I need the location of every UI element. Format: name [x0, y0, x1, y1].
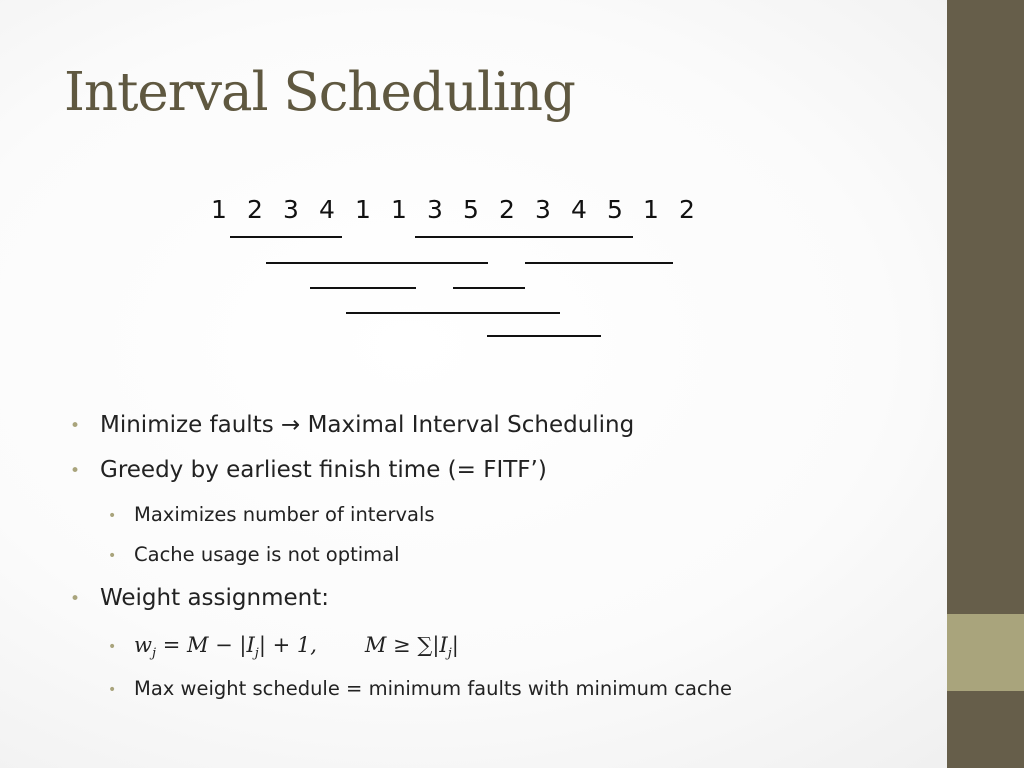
request-sequence — [206, 194, 706, 234]
slide-side-accent — [947, 614, 1024, 691]
sub-bullet-item — [70, 677, 732, 700]
sequence-item: 1 — [391, 195, 407, 224]
interval-line — [415, 236, 633, 238]
bullet-dot-icon: • — [70, 415, 81, 436]
sub-bullet-item — [70, 503, 435, 526]
interval-line — [346, 312, 560, 314]
interval-line — [453, 287, 525, 289]
interval-line — [230, 236, 342, 238]
bullet-item — [70, 412, 634, 438]
bullet-dot-icon: • — [108, 681, 117, 698]
sequence-item: 3 — [283, 195, 299, 224]
bullet-item — [70, 585, 329, 611]
bullet-text: Weight assignment: — [100, 585, 329, 611]
interval-line — [266, 262, 488, 264]
bullet-dot-icon: • — [70, 588, 81, 609]
interval-line — [310, 287, 416, 289]
sub-bullet-item — [70, 543, 400, 566]
bullet-text: Minimize faults → Maximal Interval Scheduling — [100, 412, 635, 438]
sequence-item: 2 — [247, 195, 263, 224]
sequence-item: 5 — [607, 195, 623, 224]
interval-line — [525, 262, 673, 264]
bullet-item — [70, 457, 547, 483]
bullet-dot-icon: • — [108, 547, 117, 564]
sequence-item: 5 — [463, 195, 479, 224]
sequence-item: 3 — [535, 195, 551, 224]
sequence-item: 1 — [355, 195, 371, 224]
bullet-dot-icon: • — [70, 460, 81, 481]
bullet-text: Maximizes number of intervals — [134, 503, 435, 526]
bullet-text: Greedy by earliest finish time (= FITF’) — [100, 457, 547, 483]
sequence-item: 2 — [679, 195, 695, 224]
bullet-text: Cache usage is not optimal — [134, 543, 400, 566]
sequence-item: 2 — [499, 195, 515, 224]
sequence-item: 1 — [211, 195, 227, 224]
sub-bullet-item — [70, 633, 459, 661]
sequence-item: 1 — [643, 195, 659, 224]
bullet-dot-icon: • — [108, 507, 117, 524]
sequence-item: 3 — [427, 195, 443, 224]
sequence-item: 4 — [571, 195, 587, 224]
bullet-dot-icon: • — [108, 638, 117, 655]
slide-title: Interval Scheduling — [64, 62, 575, 123]
interval-line — [487, 335, 601, 337]
weight-formula: $w_j = M - |I_j| + 1$, $M \ge \sum|I_j|$ — [134, 633, 459, 662]
bullet-text: Max weight schedule = minimum faults with minimum cache — [134, 677, 732, 700]
sequence-item: 4 — [319, 195, 335, 224]
